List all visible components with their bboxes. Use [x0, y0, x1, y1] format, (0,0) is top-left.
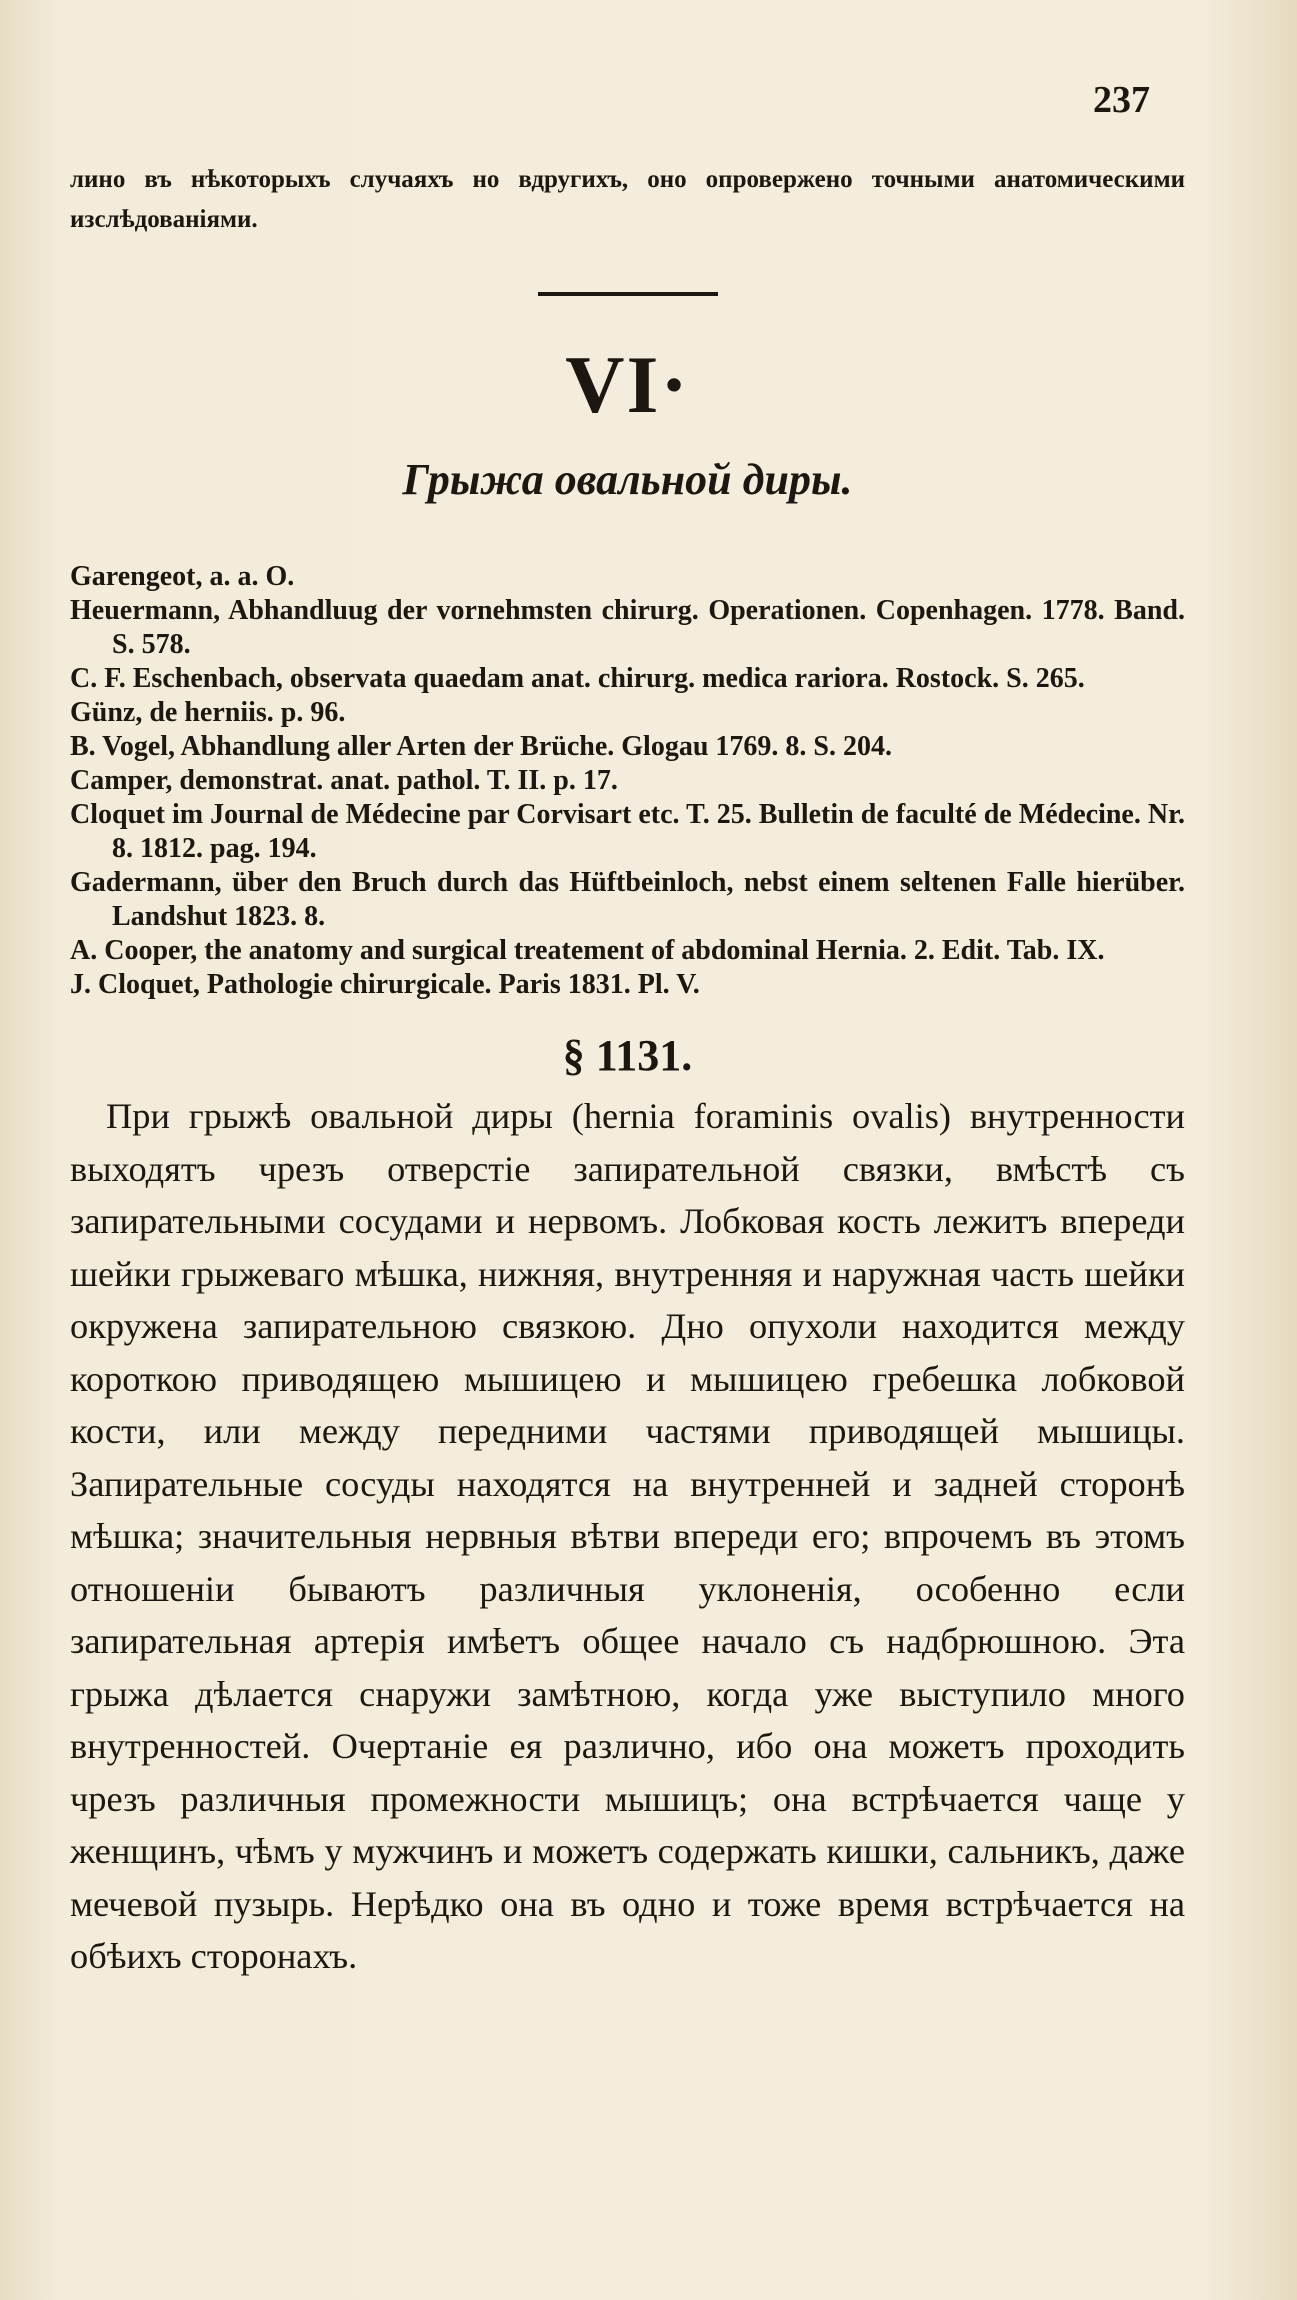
section-title: Грыжа овальной диры. — [402, 455, 853, 504]
page-number: 237 — [1093, 79, 1150, 121]
reference-entry: Cloquet im Journal de Médecine par Corvisart etc. T. 25. Bulletin de faculté de Médecine. Nr. 8. 1812. pag. 194. — [70, 799, 1185, 864]
reference-entry: Camper, demonstrat. anat. pathol. T. II. p. 17. — [70, 765, 618, 796]
reference-entry: Heuermann, Abhandluug der vornehmsten chirurg. Operationen. Copenhagen. 1778. Band. S. 578. — [70, 595, 1185, 660]
reference-entry: J. Cloquet, Pathologie chirurgicale. Paris 1831. Pl. V. — [70, 969, 700, 1000]
section-numeral: VI· — [565, 339, 690, 430]
reference-entry: Garengeot, a. a. O. — [70, 561, 295, 592]
reference-entry: Gadermann, über den Bruch durch das Hüftbeinloch, nebst einem seltenen Falle hierüber. Landshut 1823. 8. — [70, 867, 1185, 932]
text-column — [70, 160, 1185, 1983]
previous-paragraph-ending: лино въ нѣкоторыхъ случаяхъ но вдругихъ, оно опровержено точными анатомическими изслѣдованіями. — [70, 166, 1185, 233]
paragraph-number: § 1131. — [562, 1031, 693, 1080]
references-list — [70, 560, 1185, 1002]
reference-entry: A. Cooper, the anatomy and surgical treatement of abdominal Hernia. 2. Edit. Tab. IX. — [70, 935, 1105, 966]
reference-entry: Günz, de herniis. p. 96. — [70, 697, 346, 728]
reference-entry: B. Vogel, Abhandlung aller Arten der Brüche. Glogau 1769. 8. S. 204. — [70, 731, 892, 762]
body-paragraph: При грыжѣ овальной диры (hernia foraminis ovalis) внутренности выходятъ чрезъ отверстіе запирательной связки, вмѣстѣ съ запирательными сосудами и нервомъ. Лобковая кость лежитъ впереди шейки грыжеваго мѣшка, нижняя, внутренняя и наружная часть шейки окружена запирательною связкою. Дно опухоли находится между короткою приводящею мышицею и мышицею гребешка лобковой кости, или между передними частями приводящей мышицы. Запирательные сосуды находятся на внутренней и задней сторонѣ мѣшка; значительныя нервныя вѣтви впереди его; впрочемъ въ этомъ отношеніи бываютъ различныя уклоненія, особенно если запирательная артерія имѣетъ общее начало съ надбрюшною. Эта грыжа дѣлается снаружи замѣтною, когда уже выступило много внутренностей. Очертаніе ея различно, ибо она можетъ проходить чрезъ различныя промежности мышицъ; она встрѣчается чаще у женщинъ, чѣмъ у мужчинъ и можетъ содержать кишки, сальникъ, даже мечевой пузырь. Нерѣдко она въ одно и тоже время встрѣчается на обѣихъ сторонахъ. — [70, 1096, 1185, 1976]
section-divider — [538, 292, 718, 296]
reference-entry: C. F. Eschenbach, observata quaedam anat. chirurg. medica rariora. Rostock. S. 265. — [70, 663, 1085, 694]
